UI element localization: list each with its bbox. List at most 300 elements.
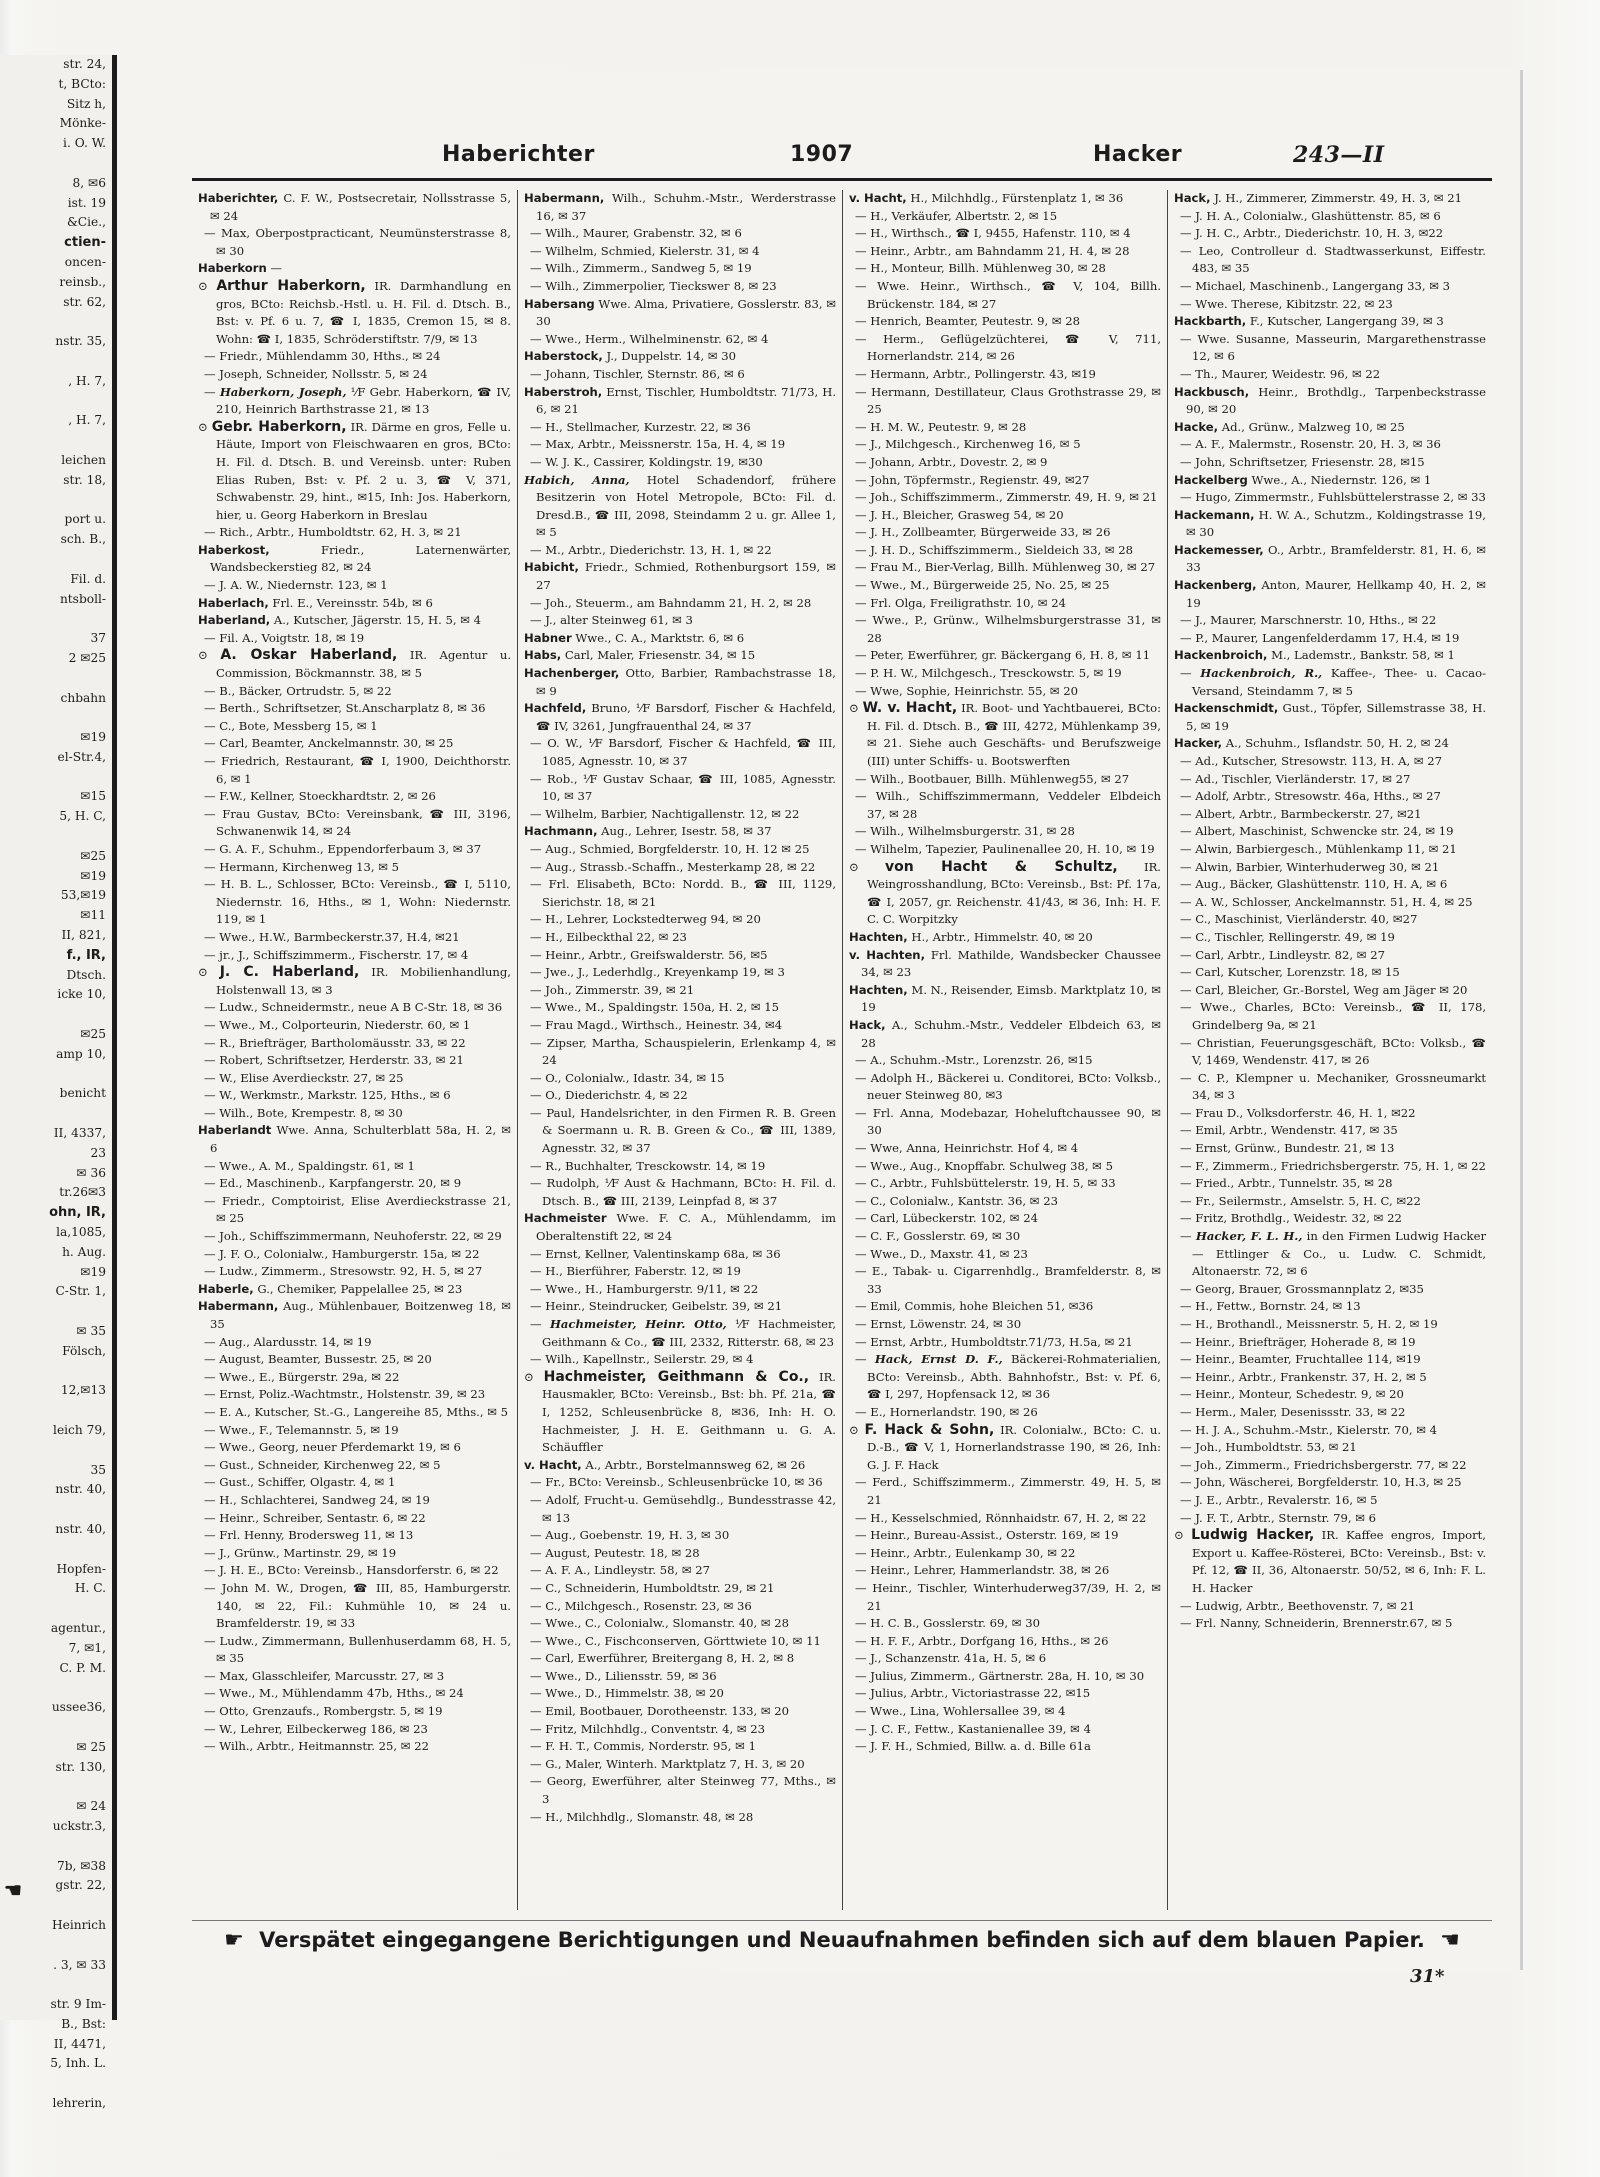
entry-details: Ernst, Arbtr., Humboldtstr.71/73, H.5a, ✉ 21: [870, 1334, 1133, 1349]
left-hand-pointer-icon: ☚: [4, 1878, 22, 1902]
entry-details: August, Beamter, Bussestr. 25, ✉ 20: [219, 1352, 432, 1367]
surname: v. Hacht,: [524, 1457, 582, 1472]
directory-entry: — Hugo, Zimmermstr., Fuhlsbüttelerstrasse 2, ✉ 33: [1180, 490, 1486, 505]
entry-details: E., Hornerlandstr. 190, ✉ 26: [870, 1404, 1038, 1419]
directory-entry: — Georg, Brauer, Grossmannplatz 2, ✉35: [1180, 1281, 1424, 1296]
surname: Habs,: [524, 648, 562, 663]
entry-details: Joh., Zimmerm., Friedrichsbergerstr. 77, ✉ 22: [1195, 1457, 1467, 1472]
surname: Hackenschmidt,: [1174, 701, 1279, 716]
directory-entry: [198, 260, 511, 278]
directory-entry: — Jwe., J., Lederhdlg., Kreyenkamp 19, ✉ 3: [530, 965, 785, 980]
firm-entry: [849, 1422, 1161, 1475]
directory-entry: — J. H. A., Colonialw., Glashüttenstr. 85, ✉ 6: [1180, 208, 1441, 223]
directory-entry: — Carl, Kutscher, Lorenzstr. 18, ✉ 15: [1180, 965, 1400, 980]
column-1: [192, 190, 517, 1910]
entry-details: F.W., Kellner, Stoeckhardtstr. 2, ✉ 26: [219, 789, 436, 804]
directory-entry: — Ernst, Kellner, Valentinskamp 68a, ✉ 36: [530, 1246, 781, 1261]
entry-details: J. A. W., Niedernstr. 123, ✉ 1: [219, 578, 388, 593]
entry-details: O. W., ⅟F Barsdorf, Fischer & Hachfeld, ☎ III, 1085, Agnesstr. 10, ✉ 37: [542, 736, 836, 768]
directory-entry: — Frl. Elisabeth, BCto: Nordd. B., ☎ III, 1129, Sierichstr. 18, ✉ 21: [530, 877, 836, 909]
entry-details: Ad., Grünw., Malzweg 10, ✉ 25: [1218, 419, 1405, 434]
entry-details: Emil, Arbtr., Wendenstr. 417, ✉ 35: [1195, 1123, 1398, 1138]
surname: Hachmeister: [524, 1211, 607, 1226]
directory-entry: [1174, 472, 1486, 490]
entry-details: C., Colonialw., Kantstr. 36, ✉ 23: [870, 1193, 1058, 1208]
entry-details: Wwe., Lina, Wohlersallee 39, ✉ 4: [870, 1704, 1066, 1719]
directory-entry: — Wilh., Bote, Krempestr. 8, ✉ 30: [204, 1105, 403, 1120]
footer-notice: [192, 1928, 1492, 1958]
entry-details: G., Maler, Winterh. Marktplatz 7, H. 3, ✉ 20: [545, 1756, 805, 1771]
firm-entry: [198, 278, 511, 348]
entry-details: F., Kutscher, Langergang 39, ✉ 3: [1246, 314, 1444, 329]
entry-details: H. W. A., Schutzm., Koldingstrasse 19, ✉ 30: [1186, 507, 1486, 540]
entry-details: Bruno, ⅟F Barsdorf, Fischer & Hachfeld, ☎ IV, 3261, Jungfrauenthal 24, ✉ 37: [536, 701, 836, 733]
directory-entry: [1174, 735, 1486, 753]
strip-fragment: la,1085,: [56, 1225, 106, 1240]
directory-entry: — J. H. D., Schiffszimmerm., Sieldeich 33, ✉ 28: [855, 542, 1134, 557]
surname: Haberichter,: [198, 191, 279, 205]
strip-fragment: [0, 708, 112, 728]
surname: Hack,: [849, 1017, 886, 1032]
entry-details: H., Stellmacher, Kurzestr. 22, ✉ 36: [545, 419, 751, 434]
header-year: 1907: [790, 142, 854, 167]
directory-entry: — F., Zimmerm., Friedrichsbergerstr. 75, H. 1, ✉ 22: [1180, 1158, 1486, 1173]
firm-name: Arthur Haberkorn,: [216, 277, 366, 294]
directory-entry: — Otto, Grenzaufs., Rombergstr. 5, ✉ 19: [204, 1704, 443, 1719]
directory-entry: — Wwe, Anna, Heinrichstr. Hof 4, ✉ 4: [855, 1141, 1079, 1156]
entry-details: Wwe. Alma, Privatiere, Gosslerstr. 83, ✉ 30: [536, 296, 836, 329]
directory-entry: — Frau Gustav, BCto: Vereinsbank, ☎ III, 3196, Schwanenwik 14, ✉ 24: [204, 806, 511, 839]
directory-entry: — Ludw., Zimmermann, Bullenhuserdamm 68, H. 5, ✉ 35: [204, 1633, 512, 1666]
directory-entry: — Adolf, Frucht-u. Gemüsehdlg., Bundesstrasse 42, ✉ 13: [530, 1492, 837, 1525]
italic-name: Haberkorn, Joseph,: [219, 384, 347, 399]
directory-entry: [524, 665, 836, 700]
entry-details: J. H. E., BCto: Vereinsb., Hansdorferstr. 6, ✉ 22: [219, 1563, 499, 1578]
directory-entry: [198, 190, 511, 225]
directory-entry: — W., Lehrer, Eilbeckerweg 186, ✉ 23: [204, 1721, 428, 1736]
header-right-word: Hacker: [1093, 142, 1183, 167]
directory-entry: — Hack, Ernst D. F., Bäckerei-Rohmaterialien, BCto: Vereinsb., Abth. Bahnhofstr., Bst: v. Pf. 6, ☎ I, 297, Hopfensack 12, ✉ 36: [855, 1352, 1161, 1402]
strip-fragment: str. 62,: [63, 294, 106, 309]
firm-name: von Hacht & Schultz,: [885, 858, 1118, 875]
directory-entry: — Frl. Anna, Modebazar, Hoheluftchaussee 90, ✉ 30: [855, 1105, 1161, 1138]
directory-entry: — Fritz, Brothdlg., Weidestr. 32, ✉ 22: [1180, 1211, 1402, 1226]
directory-entry: — J., Maurer, Marschnerstr. 10, Hths., ✉ 22: [1180, 613, 1437, 628]
entry-details: W., Werkmstr., Markstr. 125, Hths., ✉ 6: [219, 1088, 451, 1103]
strip-fragment: ohn, IR,: [49, 1205, 106, 1221]
entry-details: P. H. W., Milchgesch., Tresckowstr. 5, ✉ 19: [870, 666, 1122, 681]
entry-details: Fr., BCto: Vereinsb., Schleusenbrücke 10, ✉ 36: [545, 1475, 823, 1490]
directory-entry: — Wwe., C., Colonialw., Slomanstr. 40, ✉ 28: [530, 1616, 790, 1631]
entry-details: H. C. B., Gosslerstr. 69, ✉ 30: [870, 1616, 1040, 1631]
entry-details: Carl, Arbtr., Lindleystr. 82, ✉ 27: [1195, 947, 1385, 962]
strip-fragment: [0, 431, 112, 451]
directory-entry: — J. H. C., Arbtr., Diederichstr. 10, H. 3, ✉22: [1180, 226, 1444, 241]
directory-entry: [198, 612, 511, 630]
directory-entry: — John, Töpfermstr., Regienstr. 49, ✉27: [855, 472, 1090, 487]
entry-details: John M. W., Drogen, ☎ III, 85, Hamburgerstr. 140, ✉ 22, Fil.: Kuhmühle 10, ✉ 24 u. Bramfelderstr. 19, ✉ 33: [216, 1580, 511, 1631]
directory-entry: — Henrich, Beamter, Peutestr. 9, ✉ 28: [855, 314, 1081, 329]
entry-details: IR. Boot- und Yachtbauerei, BCto: H. Fil. d. Dtsch. B., ☎ III, 4272, Mühlenkamp 39, ✉ 21. Siehe auch Geschäfts- und Berufszweige (III) unter Schiffs- u. Bootswerften: [867, 701, 1161, 768]
directory-entry: [198, 1298, 511, 1333]
directory-entry: — H. F. F., Arbtr., Dorfgang 16, Hths., ✉ 26: [855, 1633, 1109, 1648]
directory-entry: — Frl. Olga, Freiligrathstr. 10, ✉ 24: [855, 595, 1066, 610]
directory-entry: — P. H. W., Milchgesch., Tresckowstr. 5, ✉ 19: [855, 666, 1122, 681]
entry-details: Carl, Bleicher, Gr.-Borstel, Weg am Jäger ✉ 20: [1195, 982, 1468, 997]
directory-entry: — C., Arbtr., Fuhlsbüttelerstr. 19, H. 5, ✉ 33: [855, 1176, 1116, 1191]
entry-details: Wilh., Bootbauer, Billh. Mühlenweg55, ✉ 27: [870, 771, 1130, 786]
directory-entry: [849, 947, 1161, 982]
entry-details: R., Briefträger, Bartholomäusstr. 33, ✉ 22: [219, 1035, 466, 1050]
directory-entry: [1174, 384, 1486, 419]
entry-details: Carl, Lübeckerstr. 102, ✉ 24: [870, 1211, 1038, 1226]
directory-entry: — Joh., Schiffszimmermann, Neuhoferstr. 22, ✉ 29: [204, 1229, 502, 1244]
entry-details: H., Schlachterei, Sandweg 24, ✉ 19: [219, 1492, 430, 1507]
strip-fragment: II, 4337,: [53, 1126, 106, 1141]
strip-fragment: [0, 1401, 112, 1421]
directory-entry: — Aug., Strassb.-Schaffn., Mesterkamp 28, ✉ 22: [530, 859, 816, 874]
entry-details: Georg, Brauer, Grossmannplatz 2, ✉35: [1195, 1281, 1424, 1296]
entry-details: Hermann, Kirchenweg 13, ✉ 5: [219, 859, 399, 874]
firm-entry: [198, 419, 511, 525]
directory-entry: — J., Schanzenstr. 41a, H. 5, ✉ 6: [855, 1651, 1047, 1666]
entry-details: Wilh., Kapellnstr., Seilerstr. 29, ✉ 4: [545, 1352, 754, 1367]
entry-details: J., Maurer, Marschnerstr. 10, Hths., ✉ 22: [1195, 613, 1437, 628]
entry-details: Friedr., Mühlendamm 30, Hths., ✉ 24: [219, 349, 441, 364]
entry-details: A. W., Schlosser, Anckelmannstr. 51, H. 4, ✉ 25: [1195, 894, 1473, 909]
entry-details: Joh., Schiffszimmermann, Neuhoferstr. 22, ✉ 29: [219, 1229, 502, 1244]
strip-fragment: [0, 491, 112, 511]
italic-name: Habich, Anna,: [524, 472, 630, 487]
directory-entry: — Joh., Humboldtstr. 53, ✉ 21: [1180, 1440, 1357, 1455]
directory-entry: — Wwe., M., Mühlendamm 47b, Hths., ✉ 24: [204, 1686, 464, 1701]
entry-details: Heinr., Lehrer, Hammerlandstr. 38, ✉ 26: [870, 1563, 1110, 1578]
strip-fragment: i. O. W.: [63, 136, 106, 151]
strip-fragment: nstr. 40,: [55, 1521, 106, 1536]
entry-details: Robert, Schriftsetzer, Herderstr. 33, ✉ 21: [219, 1053, 464, 1068]
strip-fragment: str. 9 Im-: [50, 1997, 106, 2012]
firm-mark-icon: ⊙: [849, 701, 863, 716]
strip-fragment: h. Aug.: [62, 1244, 106, 1259]
entry-details: Hermann, Destillateur, Claus Grothstrasse 29, ✉ 25: [867, 384, 1162, 417]
directory-entry: — H. J. A., Schuhm.-Mstr., Kielerstr. 70, ✉ 4: [1180, 1422, 1438, 1437]
directory-page: [130, 70, 1523, 1987]
entry-details: Zipser, Martha, Schauspielerin, Erlenkamp 4, ✉ 24: [542, 1035, 837, 1068]
directory-entry: — Heinr., Briefträger, Hoherade 8, ✉ 19: [1180, 1334, 1416, 1349]
directory-entry: — E. A., Kutscher, St.-G., Langereihe 85, Mths., ✉ 5: [204, 1404, 508, 1419]
strip-fragment: [0, 1005, 112, 1025]
entry-details: Berth., Schriftsetzer, St.Anscharplatz 8, ✉ 36: [219, 701, 486, 716]
directory-entry: — Joh., Zimmerm., Friedrichsbergerstr. 77, ✉ 22: [1180, 1457, 1467, 1472]
entry-details: Emil, Bootbauer, Dorotheenstr. 133, ✉ 20: [545, 1704, 789, 1719]
directory-entry: [849, 1017, 1161, 1052]
entry-details: Wwe. Therese, Kibitzstr. 22, ✉ 23: [1195, 296, 1393, 311]
directory-entry: [1174, 419, 1486, 437]
strip-fragment: [0, 154, 112, 174]
directory-entry: — Aug., Bäcker, Glashüttenstr. 110, H. A, ✉ 6: [1180, 877, 1448, 892]
directory-entry: [524, 700, 836, 735]
directory-entry: [1174, 542, 1486, 577]
directory-entry: — M., Arbtr., Diederichstr. 13, H. 1, ✉ 22: [530, 542, 772, 557]
directory-entry: — Rich., Arbtr., Humboldtstr. 62, H. 3, ✉ 21: [204, 525, 462, 540]
entry-details: J. E., Arbtr., Revalerstr. 16, ✉ 5: [1195, 1492, 1378, 1507]
entry-details: Heinr., Beamter, Fruchtallee 114, ✉19: [1195, 1352, 1421, 1367]
directory-entry: [1174, 647, 1486, 665]
entry-details: C. F., Gosslerstr. 69, ✉ 30: [870, 1229, 1021, 1244]
strip-fragment: ist. 19: [67, 195, 106, 210]
entry-details: Th., Maurer, Weidestr. 96, ✉ 22: [1195, 366, 1381, 381]
directory-entry: — R., Buchhalter, Tresckowstr. 14, ✉ 19: [530, 1158, 766, 1173]
directory-entry: — J. E., Arbtr., Revalerstr. 16, ✉ 5: [1180, 1492, 1378, 1507]
entry-details: Joh., Schiffszimmerm., Zimmerstr. 49, H. 9, ✉ 21: [870, 490, 1158, 505]
surname: Hachenberger,: [524, 666, 620, 681]
directory-entry: — C. F., Gosslerstr. 69, ✉ 30: [855, 1229, 1021, 1244]
entry-details: H., Fettw., Bornstr. 24, ✉ 13: [1195, 1299, 1361, 1314]
strip-fragment: 8, ✉6: [72, 175, 106, 190]
entry-details: Adolph H., Bäckerei u. Conditorei, BCto: Volksb., neuer Steinweg 80, ✉3: [867, 1070, 1162, 1103]
directory-entry: — Hacker, F. L. H., in den Firmen Ludwig Hacker — Ettlinger & Co., u. Ludw. C. Schmidt, Altonaerstr. 72, ✉ 6: [1180, 1229, 1486, 1279]
entry-details: Gust., Töpfer, Sillemstrasse 38, H. 5, ✉ 19: [1186, 701, 1486, 733]
directory-columns: [192, 190, 1492, 1910]
entry-details: H., Bierführer, Faberstr. 12, ✉ 19: [545, 1264, 741, 1279]
entry-details: Heinr., Arbtr., Greifswalderstr. 56, ✉5: [545, 947, 768, 962]
entry-details: Wwe., E., Bürgerstr. 29a, ✉ 22: [219, 1369, 400, 1384]
directory-entry: [524, 823, 836, 841]
directory-entry: [849, 929, 1161, 947]
entry-details: Michael, Maschinenb., Langergang 33, ✉ 3: [1195, 278, 1451, 293]
right-hand-pointer-icon: ☛: [224, 1928, 244, 1953]
directory-entry: — Wilhelm, Barbier, Nachtigallenstr. 12, ✉ 22: [530, 806, 800, 821]
directory-entry: — H. M. W., Peutestr. 9, ✉ 28: [855, 419, 1027, 434]
entry-details: Wilh., Maurer, Grabenstr. 32, ✉ 6: [545, 226, 742, 241]
directory-entry: — Ferd., Schiffszimmerm., Zimmerstr. 49, H. 5, ✉ 21: [855, 1475, 1162, 1507]
directory-entry: — Gust., Schiffer, Olgastr. 4, ✉ 1: [204, 1475, 396, 1490]
strip-fragment: agentur.,: [50, 1620, 106, 1635]
directory-entry: — Fr., Seilermstr., Amselstr. 5, H. C, ✉22: [1180, 1193, 1421, 1208]
italic-name: Hack, Ernst D. F.,: [874, 1352, 1003, 1367]
entry-details: H., Lehrer, Lockstedterweg 94, ✉ 20: [545, 912, 761, 927]
entry-details: Albert, Maschinist, Schwencke str. 24, ✉ 19: [1195, 824, 1454, 839]
entry-details: Wilh., Zimmerm., Sandweg 5, ✉ 19: [545, 261, 752, 276]
directory-entry: — H. C. B., Gosslerstr. 69, ✉ 30: [855, 1616, 1040, 1631]
entry-details: Heinr., Arbtr., am Bahndamm 21, H. 4, ✉ 28: [870, 243, 1130, 258]
strip-fragment: ✉25: [80, 1027, 106, 1042]
strip-fragment: 2 ✉25: [68, 650, 106, 665]
strip-fragment: [0, 609, 112, 629]
strip-fragment: oncen-: [64, 254, 106, 269]
entry-details: Julius, Zimmerm., Gärtnerstr. 28a, H. 10, ✉ 30: [870, 1668, 1145, 1683]
entry-details: Gust., Schneider, Kirchenweg 22, ✉ 5: [219, 1457, 441, 1472]
entry-details: H. M. W., Peutestr. 9, ✉ 28: [870, 419, 1027, 434]
entry-details: Wwe., Aug., Knopffabr. Schulweg 38, ✉ 5: [870, 1158, 1113, 1173]
directory-entry: — Adolph H., Bäckerei u. Conditorei, BCto: Volksb., neuer Steinweg 80, ✉3: [855, 1070, 1162, 1103]
entry-details: Wwe., P., Grünw., Wilhelmsburgerstrasse 31, ✉ 28: [867, 613, 1161, 645]
directory-entry: — Wilhelm, Schmied, Kielerstr. 31, ✉ 4: [530, 243, 760, 258]
firm-name: J. C. Haberland,: [219, 964, 360, 981]
surname: Hackbarth,: [1174, 314, 1247, 329]
directory-entry: [1174, 313, 1486, 331]
directory-entry: — C., Milchgesch., Rosenstr. 23, ✉ 36: [530, 1598, 752, 1613]
strip-fragment: nstr. 40,: [55, 1482, 106, 1497]
entry-details: C., Schneiderin, Humboldtstr. 29, ✉ 21: [545, 1580, 775, 1595]
directory-entry: — Heinr., Arbtr., am Bahndamm 21, H. 4, ✉ 28: [855, 243, 1130, 258]
directory-entry: — Heinr., Arbtr., Frankenstr. 37, H. 2, ✉ 5: [1180, 1369, 1427, 1384]
firm-name: F. Hack & Sohn,: [864, 1421, 995, 1438]
strip-fragment: 53,✉19: [60, 888, 106, 903]
strip-fragment: lehrerin,: [52, 2096, 106, 2111]
directory-entry: [849, 982, 1161, 1017]
directory-entry: [198, 1122, 511, 1157]
strip-fragment: leichen: [61, 452, 106, 467]
directory-entry: — August, Beamter, Bussestr. 25, ✉ 20: [204, 1352, 432, 1367]
entry-details: A., Arbtr., Borstelmannsweg 62, ✉ 26: [581, 1457, 806, 1472]
footer-text: Verspätet eingegangene Berichtigungen und Neuaufnahmen befinden sich auf dem blauen Papier.: [259, 1928, 1425, 1952]
entry-details: IR. Weingrosshandlung, BCto: Vereinsb., Bst: Pf. 17a, ☎ I, 2057, gr. Reichenstr. 41/43, ✉ 36, Inh: H. F. C. C. Worpitzky: [867, 859, 1161, 927]
directory-entry: [1174, 700, 1486, 735]
entry-details: C., Arbtr., Fuhlsbüttelerstr. 19, H. 5, ✉ 33: [870, 1176, 1116, 1191]
entry-details: C., Tischler, Rellingerstr. 49, ✉ 19: [1195, 929, 1395, 944]
strip-fragment: ✉ 36: [76, 1165, 106, 1180]
strip-fragment: 35: [90, 1462, 106, 1477]
directory-entry: [524, 296, 836, 331]
strip-fragment: reinsb.,: [59, 274, 106, 289]
directory-entry: — C., Bote, Messberg 15, ✉ 1: [204, 718, 378, 733]
surname: Habicht,: [524, 560, 579, 575]
entry-details: Heinr., Bureau-Assist., Osterstr. 169, ✉ 19: [870, 1528, 1119, 1543]
directory-entry: [524, 630, 836, 648]
entry-details: Wilhelm, Barbier, Nachtigallenstr. 12, ✉ 22: [545, 806, 800, 821]
directory-entry: — G., Maler, Winterh. Marktplatz 7, H. 3, ✉ 20: [530, 1756, 805, 1771]
entry-details: Wwe., Charles, BCto: Vereinsb., ☎ II, 178, Grindelberg 9a, ✉ 21: [1192, 1000, 1487, 1032]
surname: Haberkost,: [198, 542, 270, 557]
directory-entry: — W., Werkmstr., Markstr. 125, Hths., ✉ 6: [204, 1088, 451, 1103]
strip-fragment: [0, 1718, 112, 1738]
directory-entry: — Haberkorn, Joseph, ⅟F Gebr. Haberkorn, ☎ IV, 210, Heinrich Barthstrasse 21, ✉ 13: [204, 384, 511, 417]
entry-details: Frl. Anna, Modebazar, Hoheluftchaussee 90, ✉ 30: [867, 1105, 1161, 1138]
directory-entry: — Joh., Schiffszimmerm., Zimmerstr. 49, H. 9, ✉ 21: [855, 490, 1158, 505]
directory-entry: — E., Tabak- u. Cigarrenhdlg., Bramfelderstr. 8, ✉ 33: [855, 1264, 1162, 1296]
directory-entry: — Friedr., Comptoirist, Elise Averdieckstrasse 21, ✉ 25: [204, 1193, 511, 1226]
directory-entry: — F.W., Kellner, Stoeckhardtstr. 2, ✉ 26: [204, 789, 436, 804]
directory-entry: — Gust., Schneider, Kirchenweg 22, ✉ 5: [204, 1457, 441, 1472]
entry-details: Wwe., D., Himmelstr. 38, ✉ 20: [545, 1686, 724, 1701]
directory-entry: — Carl, Ewerführer, Breitergang 8, H. 2, ✉ 8: [530, 1651, 795, 1666]
strip-fragment: chbahn: [60, 690, 106, 705]
directory-entry: — H., Schlachterei, Sandweg 24, ✉ 19: [204, 1492, 430, 1507]
surname: Haberland,: [198, 613, 271, 628]
entry-details: Rich., Arbtr., Humboldtstr. 62, H. 3, ✉ 21: [219, 525, 462, 540]
directory-entry: — H., Bierführer, Faberstr. 12, ✉ 19: [530, 1264, 741, 1279]
surname: Habermann,: [198, 1299, 279, 1314]
entry-details: Wwe., F., Telemannstr. 5, ✉ 19: [219, 1422, 399, 1437]
entry-details: J. H. C., Arbtr., Diederichstr. 10, H. 3, ✉22: [1195, 226, 1444, 241]
entry-details: Wwe, Sophie, Heinrichstr. 55, ✉ 20: [870, 683, 1078, 698]
surname: Habner: [524, 630, 572, 645]
entry-details: W., Elise Averdieckstr. 27, ✉ 25: [219, 1070, 404, 1085]
directory-entry: — C., Schneiderin, Humboldtstr. 29, ✉ 21: [530, 1580, 775, 1595]
directory-entry: — John, Wäscherei, Borgfelderstr. 10, H.3, ✉ 25: [1180, 1475, 1462, 1490]
directory-entry: — O. W., ⅟F Barsdorf, Fischer & Hachfeld, ☎ III, 1085, Agnesstr. 10, ✉ 37: [530, 736, 836, 768]
strip-fragment: ✉19: [80, 730, 106, 745]
entry-details: IR. Colonialw., BCto: C. u. D.-B., ☎ V, 1, Hornerlandstrasse 190, ✉ 26, Inh: G. J. F. Hack: [867, 1422, 1161, 1472]
entry-details: H., Eilbeckthal 22, ✉ 23: [545, 929, 687, 944]
entry-details: Wilh., Schuhm.-Mstr., Werderstrasse 16, ✉ 37: [536, 191, 836, 223]
entry-details: A., Schuhm., Isflandstr. 50, H. 2, ✉ 24: [1222, 736, 1449, 751]
strip-fragment: gstr. 22,: [55, 1878, 106, 1893]
strip-fragment: 12,✉13: [60, 1383, 106, 1398]
strip-fragment: ✉19: [80, 868, 106, 883]
directory-entry: — Herm., Maler, Desenissstr. 33, ✉ 22: [1180, 1404, 1406, 1419]
entry-details: Max, Glasschleifer, Marcusstr. 27, ✉ 3: [219, 1668, 445, 1683]
entry-details: H., Kesselschmied, Rönnhaidstr. 67, H. 2, ✉ 22: [870, 1510, 1147, 1525]
header-page-number: 243—II: [1293, 142, 1385, 168]
page-header: [130, 142, 1520, 182]
entry-details: Ernst, Löwenstr. 24, ✉ 30: [870, 1317, 1022, 1331]
entry-details: Hermann, Arbtr., Pollingerstr. 43, ✉19: [870, 366, 1096, 381]
entry-details: Wwe. Susanne, Masseurin, Margarethenstrasse 12, ✉ 6: [1192, 331, 1487, 364]
strip-fragment: [0, 1975, 112, 1995]
firm-entry: [198, 964, 511, 999]
strip-fragment: nstr. 35,: [55, 334, 106, 349]
entry-details: August, Peutestr. 18, ✉ 28: [545, 1545, 700, 1560]
directory-entry: — Max, Oberpostpracticant, Neumünsterstrasse 8, ✉ 30: [204, 226, 511, 258]
directory-entry: — J. A. W., Niedernstr. 123, ✉ 1: [204, 578, 388, 593]
strip-fragment: [0, 1441, 112, 1461]
directory-entry: — Joh., Steuerm., am Bahndamm 21, H. 2, ✉ 28: [530, 595, 812, 610]
directory-entry: — Berth., Schriftsetzer, St.Anscharplatz 8, ✉ 36: [204, 701, 486, 716]
entry-details: Wwe., C., Fischconserven, Görttwiete 10, ✉ 11: [545, 1633, 821, 1648]
directory-entry: — C., Tischler, Rellingerstr. 49, ✉ 19: [1180, 929, 1395, 944]
entry-details: Heinr., Steindrucker, Geibelstr. 39, ✉ 21: [545, 1299, 783, 1314]
header-left-word: Haberichter: [442, 142, 595, 167]
directory-entry: — Ludw., Schneidermstr., neue A B C-Str. 18, ✉ 36: [204, 1000, 503, 1015]
directory-entry: — Julius, Zimmerm., Gärtnerstr. 28a, H. 10, ✉ 30: [855, 1668, 1145, 1683]
entry-details: J., Grünw., Martinstr. 29, ✉ 19: [219, 1545, 397, 1560]
directory-entry: — Friedr., Mühlendamm 30, Hths., ✉ 24: [204, 349, 441, 364]
entry-details: Fried., Arbtr., Tunnelstr. 35, ✉ 28: [1195, 1176, 1393, 1191]
entry-details: Joseph, Schneider, Nollsstr. 5, ✉ 24: [219, 366, 428, 381]
firm-name: W. v. Hacht,: [862, 700, 958, 717]
directory-entry: — Ernst, Löwenstr. 24, ✉ 30: [855, 1317, 1022, 1331]
entry-details: J., Milchgesch., Kirchenweg 16, ✉ 5: [870, 437, 1081, 452]
entry-details: Joh., Steuerm., am Bahndamm 21, H. 2, ✉ 28: [545, 595, 812, 610]
entry-details: Otto, Grenzaufs., Rombergstr. 5, ✉ 19: [219, 1704, 443, 1719]
entry-details: Wwe., H.W., Barmbeckerstr.37, H.4, ✉21: [219, 929, 460, 944]
entry-details: Wilhelm, Tapezier, Paulinenallee 20, H. 10, ✉ 19: [870, 841, 1155, 856]
strip-fragment: Dtsch.: [66, 967, 106, 982]
entry-details: C., Bote, Messberg 15, ✉ 1: [219, 718, 378, 733]
surname: Hacke,: [1174, 419, 1219, 434]
entry-details: O., Diederichstr. 4, ✉ 22: [545, 1088, 688, 1103]
entry-details: IR. Därme en gros, Felle u. Häute, Import von Fleischwaaren en gros, BCto: H. Fil. d. Dtsch. B. und Vereinsb. unter: Ruben Elias Ruben, Bst: v. Pf. 2 u. 3, ☎ V, 371, Schwabenstr. 29, hint., ✉15, Inh: Jos. Haberkorn, hier, u. Georg Haberkorn in Breslau: [216, 419, 512, 522]
entry-details: Kaffee-, Thee- u. Cacao-Versand, Steindamm 7, ✉ 5: [1192, 666, 1486, 698]
entry-details: Heinr., Tischler, Winterhuderweg37/39, H. 2, ✉ 21: [867, 1580, 1162, 1613]
entry-details: Wwe., Herm., Wilhelminenstr. 62, ✉ 4: [545, 331, 769, 346]
directory-entry: — P., Maurer, Langenfelderdamm 17, H.4, ✉ 19: [1180, 630, 1460, 645]
entry-details: Heinr., Briefträger, Hoherade 8, ✉ 19: [1195, 1334, 1416, 1349]
strip-fragment: Hopfen-: [56, 1561, 106, 1576]
entry-details: H. B. L., Schlosser, BCto: Vereinsb., ☎ I, 5110, Niedernstr. 16, Hths., ✉ 1, Wohn: Niedernstr. 119, ✉ 1: [216, 877, 511, 927]
entry-details: Frl. Mathilde, Wandsbecker Chaussee 34, ✉ 23: [861, 947, 1161, 980]
directory-entry: — J. H. E., BCto: Vereinsb., Hansdorferstr. 6, ✉ 22: [204, 1563, 499, 1578]
directory-entry: [1174, 507, 1486, 542]
directory-entry: — Fried., Arbtr., Tunnelstr. 35, ✉ 28: [1180, 1176, 1393, 1191]
directory-entry: — Hermann, Arbtr., Pollingerstr. 43, ✉19: [855, 366, 1096, 381]
directory-entry: — G. A. F., Schuhm., Eppendorferbaum 3, ✉ 37: [204, 841, 482, 856]
entry-details: J., Duppelstr. 14, ✉ 30: [602, 349, 736, 364]
entry-details: J. H. A., Colonialw., Glashüttenstr. 85, ✉ 6: [1195, 208, 1441, 223]
entry-details: Fr., Seilermstr., Amselstr. 5, H. C, ✉22: [1195, 1193, 1421, 1208]
